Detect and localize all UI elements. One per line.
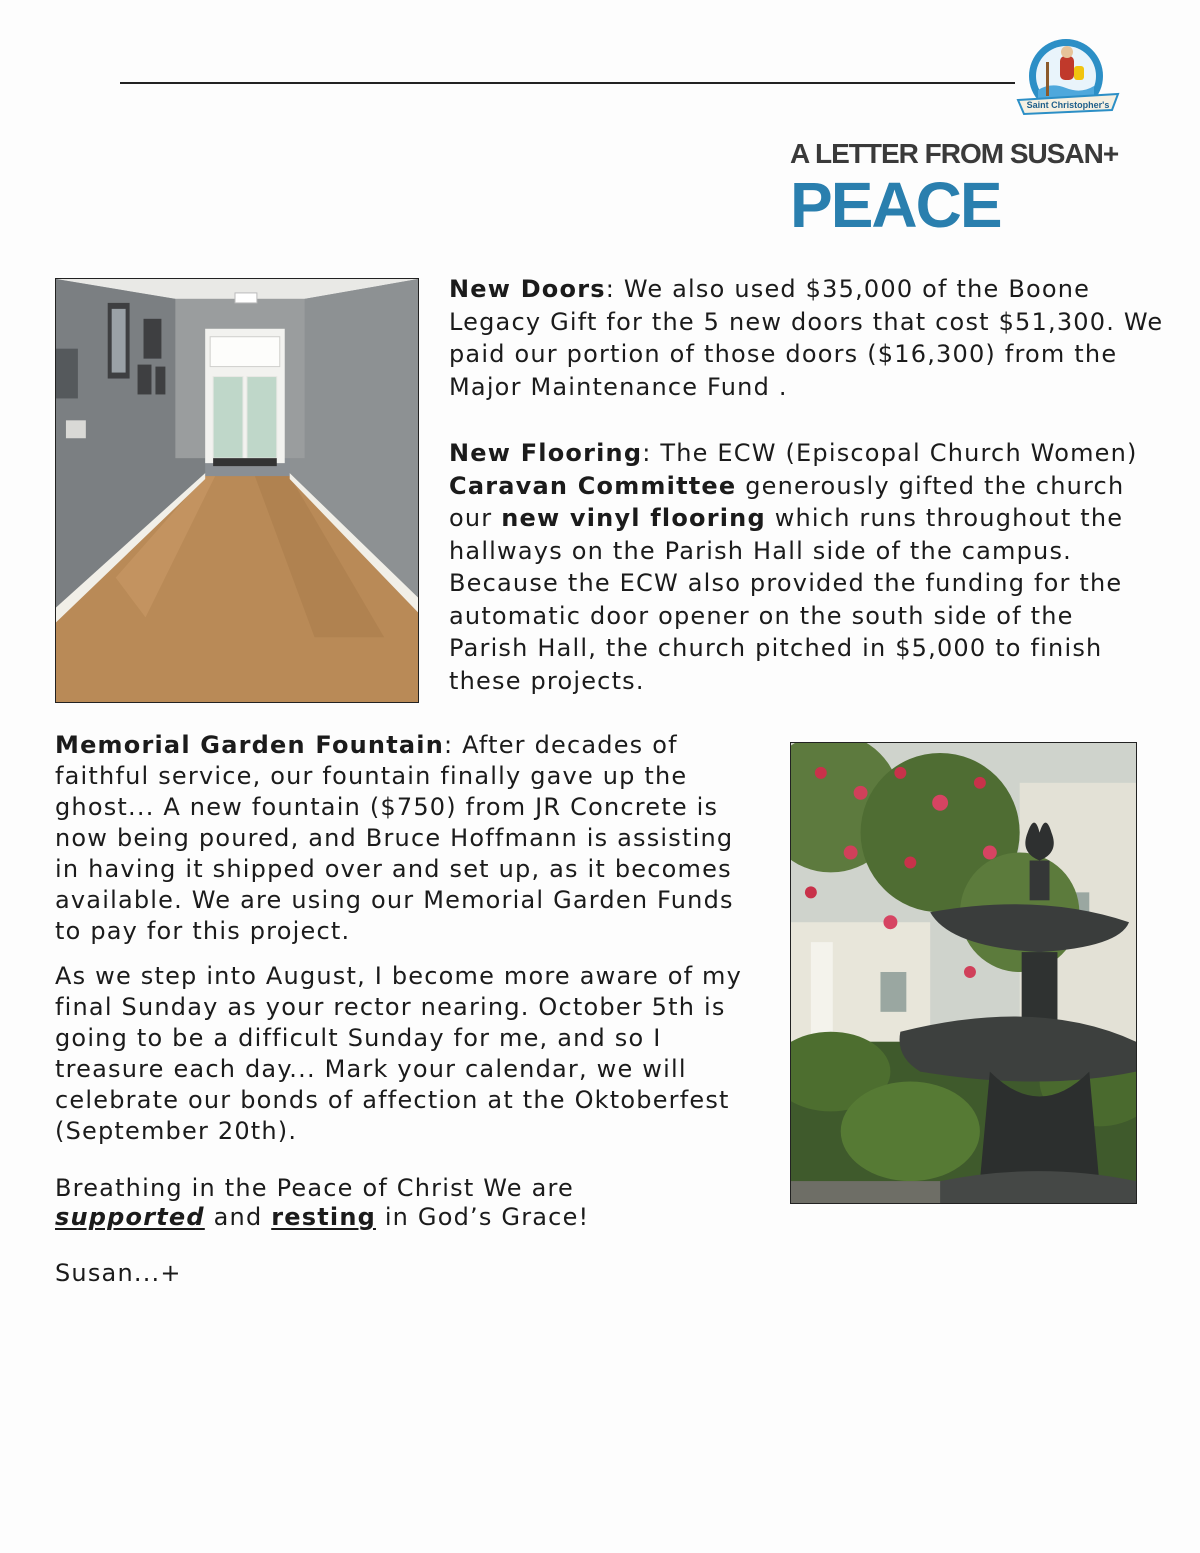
resting-word: resting xyxy=(271,1203,376,1231)
closing-paragraph xyxy=(55,1174,695,1232)
memorial-fountain-text: : After decades of faithful service, our fountain finally gave up the ghost... A new fountain ($750) from JR Concrete is now being poured, and Bruce Hoffmann is assisting in having it shipped over and set up, as it becomes available. We are using our Memorial Garden Funds to pay for this project. xyxy=(55,731,734,945)
closing-text-2: and xyxy=(204,1203,272,1231)
supported-word: supported xyxy=(55,1203,205,1231)
letter-kicker: A LETTER FROM SUSAN+ xyxy=(790,138,1119,169)
new-vinyl-flooring: new vinyl flooring xyxy=(501,504,766,532)
church-logo xyxy=(1016,38,1120,124)
header-rule xyxy=(120,82,1015,84)
new-flooring-paragraph xyxy=(449,437,1139,697)
caravan-committee: Caravan Committee xyxy=(449,471,737,500)
page-title: PEACE xyxy=(790,169,1001,241)
august-paragraph xyxy=(55,961,745,1147)
flooring-text-1: : The ECW (Episcopal Church Women) xyxy=(642,439,1138,467)
august-text: As we step into August, I become more aware of my final Sunday as your rector nearing. October 5th is going to be a difficult Sunday for me, and so I treasure each day... Mark your calendar, we will celebrate our bonds of affection at the Oktoberfest (September 20th). xyxy=(55,962,743,1145)
memorial-fountain-paragraph xyxy=(55,730,745,947)
svg-text:Saint Christopher's: Saint Christopher's xyxy=(1026,100,1110,110)
memorial-fountain-heading: Memorial Garden Fountain xyxy=(55,731,444,759)
new-doors-text: : We also used $35,000 of the Boone Legacy Gift for the 5 new doors that cost $51,300. We paid our portion of those doors ($16,300) from the Major Maintenance Fund . xyxy=(449,275,1164,401)
closing-text-3: in God’s Grace! xyxy=(375,1203,590,1231)
new-flooring-heading: New Flooring xyxy=(449,439,643,467)
closing-text-1: Breathing in the Peace of Christ We are xyxy=(55,1174,574,1202)
fountain-photo xyxy=(790,742,1137,1204)
flooring-text-3: which runs throughout the hallways on the Parish Hall side of the campus. Because the ECW also provided the funding for the automatic door opener on the south side of the Parish Hall, the church pitched in $5,000 to finish these projects. xyxy=(449,504,1124,695)
signature: Susan...+ xyxy=(55,1259,182,1287)
hallway-photo xyxy=(55,278,419,703)
new-doors-heading: New Doors xyxy=(449,275,606,303)
flooring-text-2: generously gifted the church our xyxy=(449,471,1125,532)
new-doors-paragraph xyxy=(449,273,1189,403)
